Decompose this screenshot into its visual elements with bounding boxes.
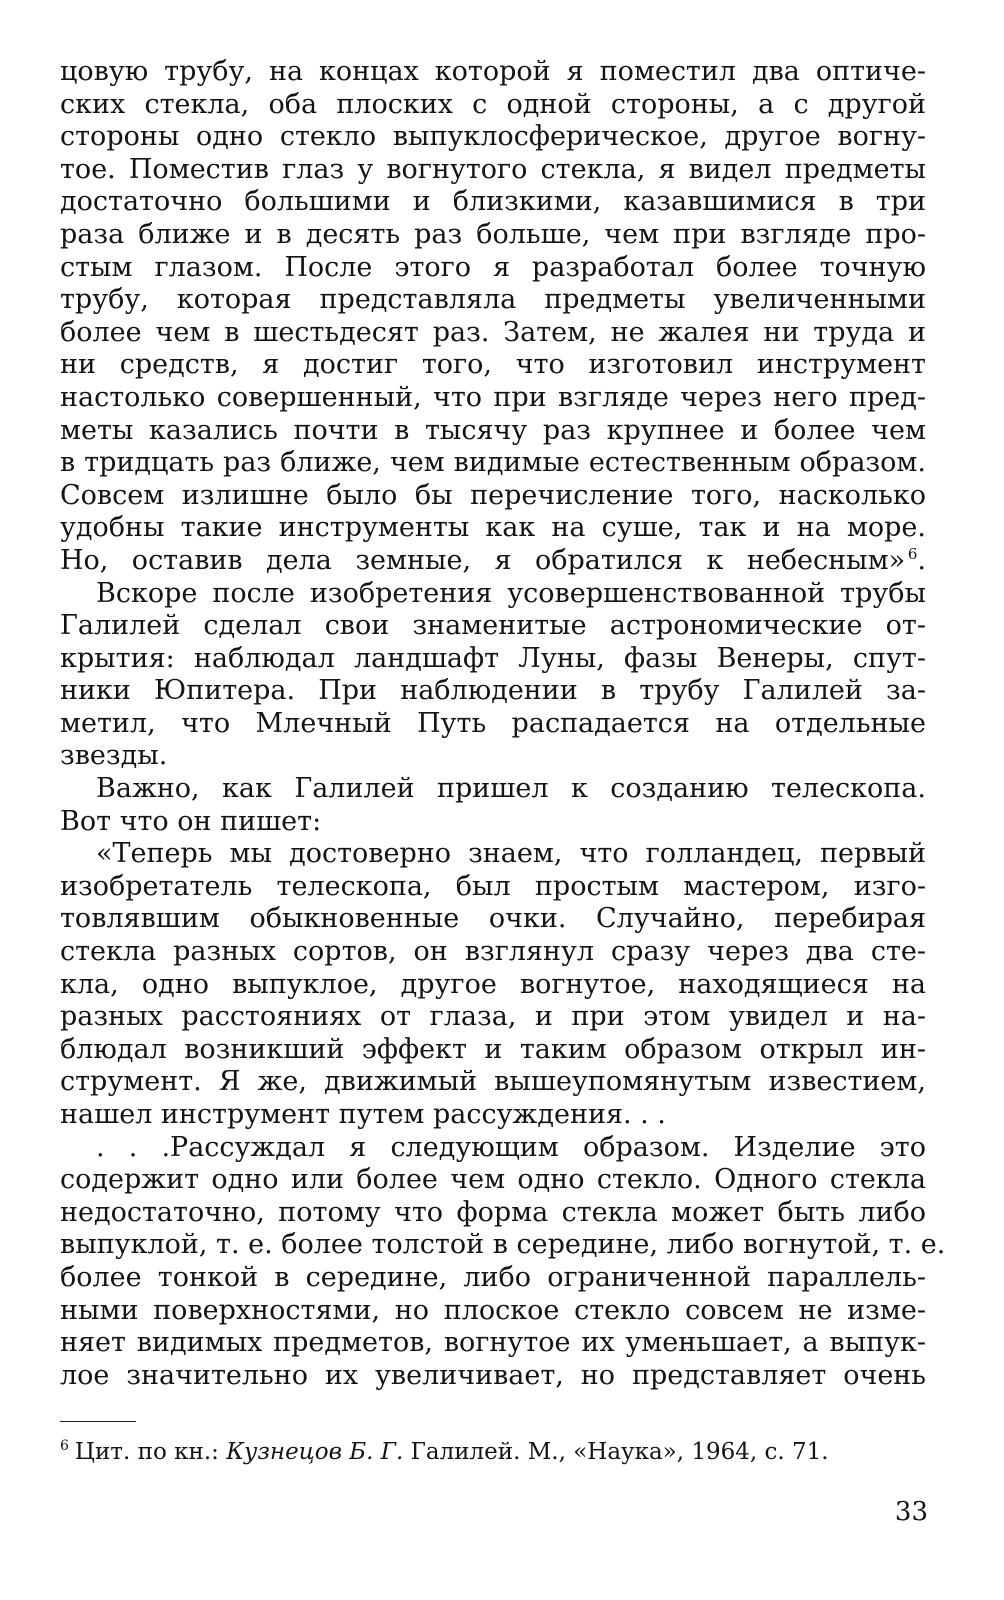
text-line: стороны одно стекло выпуклосферическое, другое вогну- bbox=[60, 121, 926, 153]
footnote-reference: 6 bbox=[907, 544, 918, 563]
text-line: метил, что Млечный Путь распадается на отдельные bbox=[60, 707, 926, 739]
text-line: крытия: наблюдал ландшафт Луны, фазы Венеры, спут- bbox=[60, 642, 926, 674]
text-line: меты казались почти в тысячу раз крупнее и более чем bbox=[60, 414, 926, 446]
paragraph-first-line: Важно, как Галилей пришел к созданию телескопа. bbox=[96, 773, 926, 805]
text-line: настолько совершенный, что при взгляде через него пред- bbox=[60, 381, 926, 413]
text-line: тое. Поместив глаз у вогнутого стекла, я видел предметы bbox=[60, 153, 926, 185]
text-line: более тонкой в середине, либо ограниченной параллель- bbox=[60, 1261, 926, 1293]
text-line: стекла разных сортов, он взглянул сразу через два сте- bbox=[60, 936, 926, 968]
paragraph-first-line: . . .Рассуждал я следующим образом. Изделие это bbox=[96, 1131, 926, 1163]
text-line: товлявшим обыкновенные очки. Случайно, перебирая bbox=[60, 903, 926, 935]
text-line: ными поверхностями, но плоское стекло совсем не изме- bbox=[60, 1294, 926, 1326]
text-line: Вот что он пишет: bbox=[60, 805, 322, 837]
page-number: 33 bbox=[894, 1497, 928, 1527]
text-line: цовую трубу, на концах которой я поместил два оптиче- bbox=[60, 56, 926, 87]
text-line: Галилей сделал свои знаменитые астрономические от- bbox=[60, 610, 926, 642]
text-line: ни средств, я достиг того, что изготовил инструмент bbox=[60, 349, 926, 381]
text-line: Совсем излишне было бы перечисление того, насколько bbox=[60, 479, 926, 511]
text-line: стым глазом. После этого я разработал более точную bbox=[60, 251, 926, 283]
text-line: достаточно большими и близкими, казавшимися в три bbox=[60, 186, 926, 218]
text-line: раза ближе и в десять раз больше, чем при взгляде про- bbox=[60, 218, 926, 250]
text-line: более чем в шестьдесят раз. Затем, не жалея ни труда и bbox=[60, 316, 926, 348]
text-line: выпуклой, т. е. более толстой в середине, либо вогнутой, т. е. bbox=[60, 1229, 946, 1261]
text-line: в тридцать раз ближе, чем видимые естественным образом. bbox=[60, 447, 926, 479]
text-line-content: Но, оставив дела земные, я обратился к небесным» bbox=[60, 544, 906, 576]
text-line: содержит одно или более чем одно стекло. Одного стекла bbox=[60, 1164, 926, 1196]
text-line: кла, одно выпуклое, другое вогнутое, находящиеся на bbox=[60, 968, 926, 1000]
footnote bbox=[60, 1437, 926, 1467]
text-line: разных расстояниях от глаза, и при этом увидел и на- bbox=[60, 1001, 926, 1033]
text-line: трубу, которая представляла предметы увеличенными bbox=[60, 284, 926, 316]
footnote-number: 6 bbox=[60, 1438, 69, 1455]
text-line: недостаточно, потому что форма стекла может быть либо bbox=[60, 1196, 926, 1228]
text-line: изобретатель телескопа, был простым мастером, изго- bbox=[60, 870, 926, 902]
main-text bbox=[60, 56, 946, 1392]
footnote-prefix: Цит. по кн.: bbox=[74, 1439, 219, 1465]
paragraph-first-line: «Теперь мы достоверно знаем, что голландец, первый bbox=[96, 838, 926, 870]
paragraph-first-line: Вскоре после изобретения усовершенствованной трубы bbox=[96, 577, 926, 609]
text-line: ники Юпитера. При наблюдении в трубу Галилей за- bbox=[60, 675, 926, 707]
footnote-divider bbox=[60, 1421, 136, 1422]
text-line: лое значительно их увеличивает, но представляет очень bbox=[60, 1359, 926, 1391]
footnote-author: Кузнецов Б. Г. bbox=[226, 1439, 404, 1465]
text-line: блюдал возникший эффект и таким образом открыл ин- bbox=[60, 1033, 926, 1065]
text-line: ских стекла, оба плоских с одной стороны, а с другой bbox=[60, 88, 926, 120]
text-line: звезды. bbox=[60, 740, 168, 772]
text-line-with-footnote-ref: Но, оставив дела земные, я обратился к небесным» $^6$. bbox=[60, 544, 926, 576]
text-line: удобны такие инструменты как на суше, так и на море. bbox=[60, 512, 926, 544]
text-line: струмент. Я же, движимый вышеупомянутым известием, bbox=[60, 1066, 926, 1098]
footnote-source: Галилей. М., «Наука», 1964, с. 71. bbox=[410, 1439, 829, 1465]
text-line: няет видимых предметов, вогнутое их уменьшает, а выпук- bbox=[60, 1327, 926, 1359]
text-line: нашел инструмент путем рассуждения. . . bbox=[60, 1099, 666, 1130]
